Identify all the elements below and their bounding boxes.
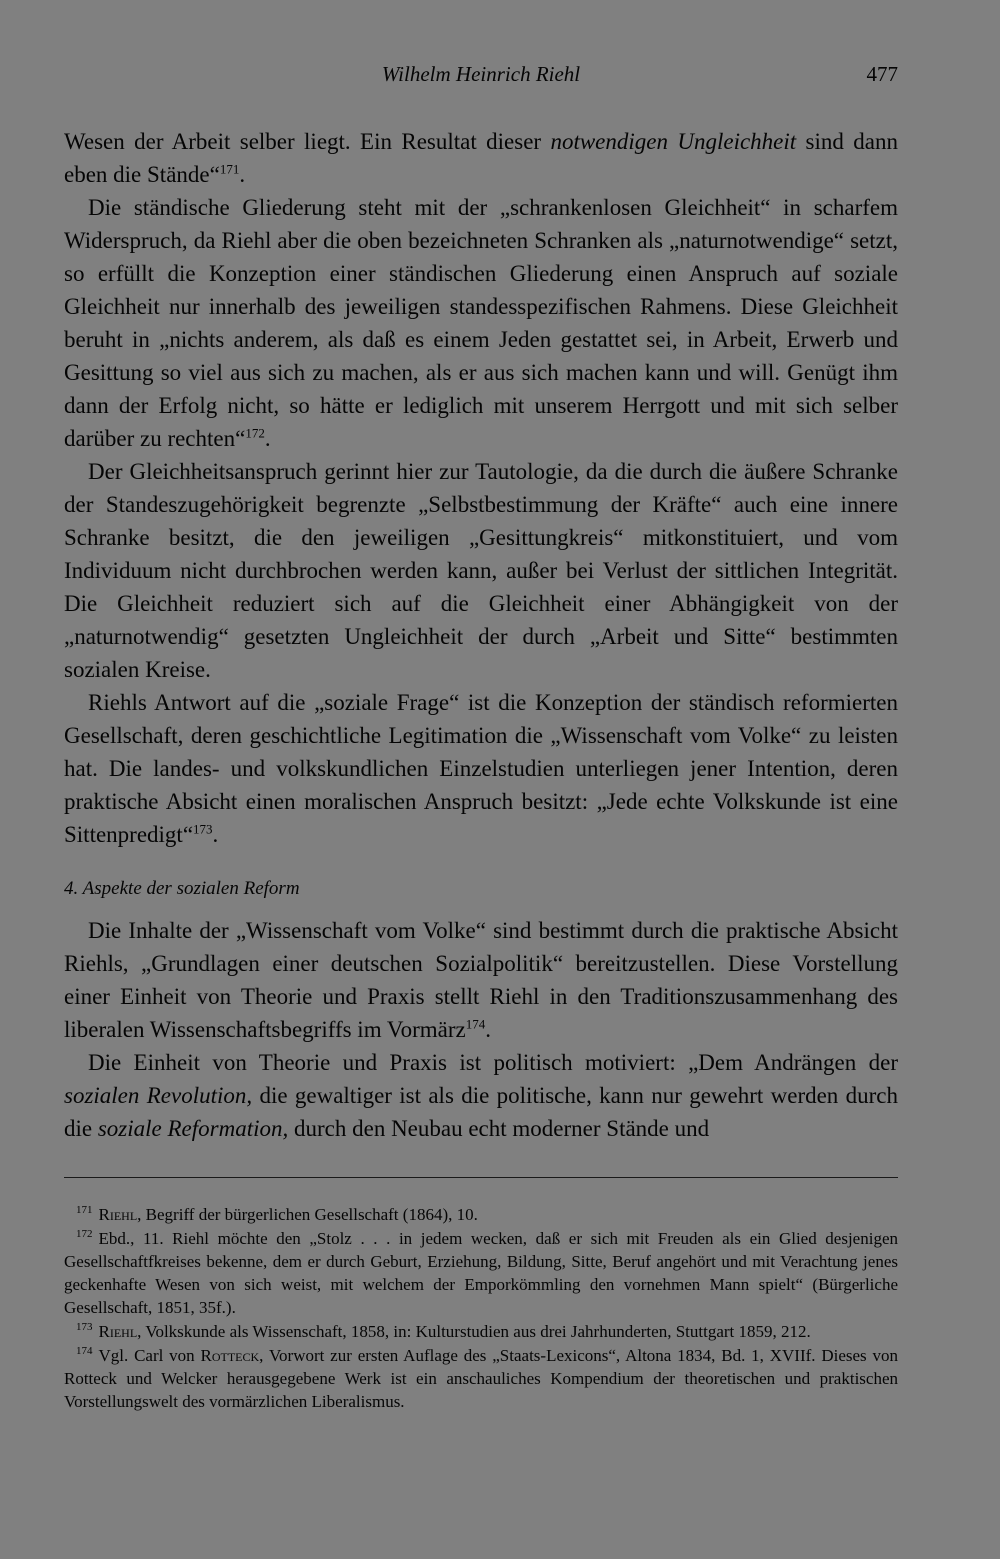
text-run: durch den Neubau echt moderner Stände und (288, 1116, 710, 1141)
text-run: . (212, 822, 219, 847)
text-run: Die Einheit von Theorie und Praxis ist politisch motiviert: „Dem Andrängen der (88, 1050, 898, 1075)
emphasis: sozialen Revolution, (64, 1083, 253, 1108)
footnote-text: , Volkskunde als Wissenschaft, 1858, in: Kulturstudien aus drei Jahrhunderten, Stuttgart 1859, 212. (137, 1322, 811, 1341)
footnote-ref: 171 (219, 161, 240, 177)
text-run: sind dann eben die Stände“ (64, 129, 898, 187)
paragraph-2 (64, 191, 898, 455)
emphasis: notwendigen Ungleichheit (550, 129, 797, 154)
footnote-author: Riehl (98, 1205, 138, 1224)
footnote-author: Riehl (98, 1322, 138, 1341)
paragraph-1 (64, 125, 898, 191)
text-run: . (239, 162, 246, 187)
footnote-number: 173 (76, 1321, 93, 1334)
footnote-ref: 174 (465, 1016, 486, 1032)
section-title: Aspekte der sozialen Reform (82, 878, 300, 899)
paragraph-6 (64, 1046, 898, 1145)
text-run: Die Inhalte der „Wissenschaft vom Volke“ sind bestimmt durch die praktische Absicht Riehls, „Grundlagen einer deutschen Sozialpolitik“ bereitzustellen. Diese Vorstellung einer Einheit von Theorie und Praxis stellt Riehl in den Traditionszusammenhang des liberalen Wissenschaftsbegriffs im Vormärz (64, 918, 898, 1042)
paragraph-4 (64, 686, 898, 851)
paragraph-5 (64, 914, 898, 1046)
footnote-number: 171 (76, 1204, 93, 1217)
page-header (64, 62, 898, 92)
footnote-number: 172 (76, 1228, 93, 1241)
footnote-174 (64, 1344, 898, 1413)
footnote-text: , Vorwort zur ersten Auflage des „Staats-Lexicons“, Altona 1834, Bd. 1, XVIIf. Dieses von Rotteck und Welcker herausgegebene Werk ist ein anschauliches Kompendium der theoretischen und praktischen Vorstellungswelt des vormärzlichen Liberalismus. (64, 1346, 898, 1411)
section-heading (64, 872, 898, 905)
text-run: . (485, 1017, 491, 1042)
text-run: . (264, 426, 271, 451)
page-number: 477 (866, 62, 898, 86)
running-title: Wilhelm Heinrich Riehl (381, 62, 581, 86)
footnote-text: Vgl. Carl von (98, 1346, 201, 1365)
text-run: Wesen der Arbeit selber liegt. Ein Resultat dieser (64, 129, 551, 154)
footnote-text: , Begriff der bürgerlichen Gesellschaft (1864), 10. (137, 1205, 478, 1224)
footnote-172 (64, 1227, 898, 1319)
footnote-173 (64, 1320, 898, 1343)
footnote-text: Ebd., 11. Riehl möchte den „Stolz . . . in jedem wecken, daß er sich mit Freuden als ein Glied desjenigen Gesellschaftfkreises bekenne, dem er durch Geburt, Erziehung, Bildung, Sitte, Beruf angehört und mit Verachtung jenes geckenhafte Wesen von sich weist, mit welchem der Emporkömmling den vornehmen Mann spielt“ (Bürgerliche Gesellschaft, 1851, 35f.). (64, 1229, 898, 1317)
footnote-ref: 172 (245, 425, 265, 441)
text-run: Die ständische Gliederung steht mit der „schrankenlosen Gleichheit“ in scharfem Widerspruch, da Riehl aber die oben bezeichneten Schranken als „naturnotwendige“ setzt, so erfüllt die Konzeption einer ständischen Gliederung einen Anspruch auf soziale Gleichheit nur innerhalb des jeweiligen standesspezifischen Rahmens. Diese Gleichheit beruht in „nichts anderem, als daß es einem Jeden gestattet sei, in Arbeit, Erwerb und Gesittung so viel aus sich zu machen, als er aus sich machen kann und will. Genügt ihm dann der Erfolg nicht, so hätte er lediglich mit unserem Herrgott und mit sich selber darüber zu rechten“ (64, 195, 898, 451)
paragraph-3 (64, 455, 898, 686)
main-text (64, 125, 898, 1145)
footnote-divider (64, 1177, 898, 1178)
emphasis: soziale Reformation, (97, 1116, 289, 1141)
footnotes (64, 1203, 898, 1414)
footnote-author: Rotteck (200, 1346, 260, 1365)
footnote-ref: 173 (193, 821, 213, 837)
section-number: 4. (64, 878, 79, 899)
footnote-number: 174 (76, 1345, 93, 1358)
text-run: die gewaltiger ist als die politische, kann nur gewehrt werden durch die (64, 1083, 899, 1141)
text-run: Riehls Antwort auf die „soziale Frage“ ist die Konzeption der ständisch reformierten Gesellschaft, deren geschichtliche Legitimation die „Wissenschaft vom Volke“ zu leisten hat. Die landes- und volkskundlichen Einzelstudien unterliegen jener Intention, deren praktische Absicht einen moralischen Anspruch besitzt: „Jede echte Volkskunde ist eine Sittenpredigt“ (64, 690, 898, 847)
footnote-171 (64, 1203, 898, 1226)
text-run: Der Gleichheitsanspruch gerinnt hier zur Tautologie, da die durch die äußere Schranke der Standeszugehörigkeit begrenzte „Selbstbestimmung der Kräfte“ auch eine innere Schranke besitzt, die den jeweiligen „Gesittungkreis“ mitkonstituiert, und vom Individuum nicht durchbrochen werden kann, außer bei Verlust der sittlichen Integrität. Die Gleichheit reduziert sich auf die Gleichheit einer Abhängigkeit von der „naturnotwendig“ gesetzten Ungleichheit der durch „Arbeit und Sitte“ bestimmten sozialen Kreise. (64, 459, 898, 682)
